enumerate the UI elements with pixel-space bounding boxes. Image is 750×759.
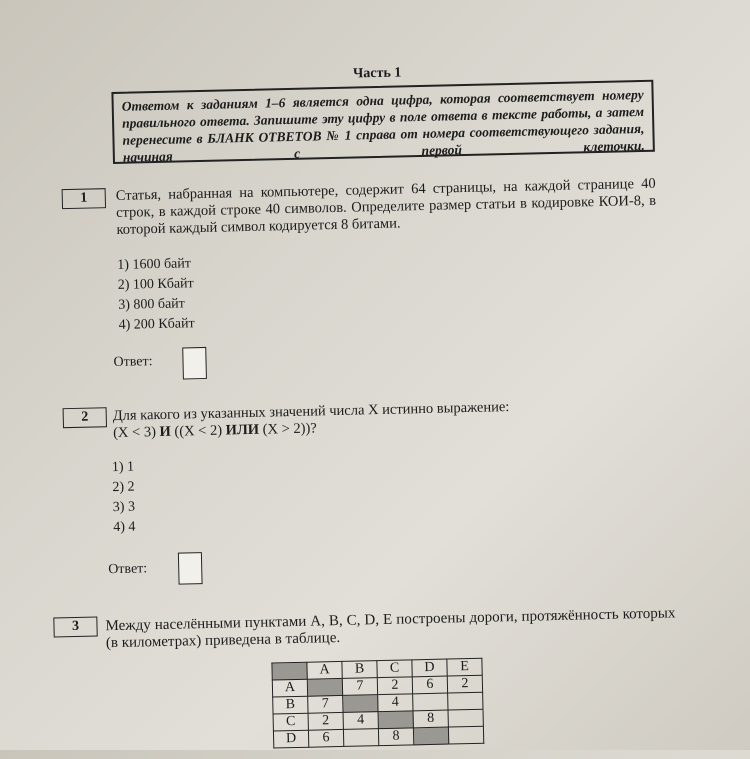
table-cell: 2 [447, 675, 482, 693]
table-corner-cell [272, 662, 307, 680]
table-row-label: C [273, 713, 308, 731]
table-cell: 7 [308, 695, 343, 713]
table-cell: 4 [343, 712, 378, 730]
table-cell [448, 692, 483, 710]
option: 3) 3 [112, 499, 136, 516]
table-header-cell: D [412, 659, 447, 677]
table-cell [413, 693, 448, 711]
table-cell [307, 678, 342, 696]
table-row-label: B [273, 696, 308, 714]
table-cell [448, 726, 483, 744]
table-header-cell: C [377, 660, 412, 678]
table-cell [378, 711, 413, 729]
table-cell: 2 [377, 677, 412, 695]
table-header-cell: E [447, 658, 482, 676]
option: 2) 100 Кбайт [117, 276, 194, 293]
table-cell: 6 [412, 676, 447, 694]
instructions-box: Ответом к заданиям 1–6 является одна цифра, которая соответствует номеру правильного ответа. Запишите эту цифру в поле ответа в тексте работы, а затем перенесите в БЛАНК ОТВЕТОВ № 1 справа от номера соответствующего задания, начиная с первой клеточки. [111, 80, 654, 164]
table-header-cell: B [342, 661, 377, 679]
part-title: Часть 1 [352, 65, 402, 82]
table-cell [413, 727, 448, 745]
table-cell [343, 695, 378, 713]
question-2-options [112, 458, 136, 538]
table-cell: 6 [308, 729, 343, 747]
option: 2) 2 [112, 479, 135, 496]
question-1-answer-label: Ответ: [113, 354, 153, 371]
question-3-number: 3 [53, 616, 97, 637]
question-1-answer-box[interactable] [182, 347, 207, 380]
table-cell: 8 [413, 710, 448, 728]
table-cell: 2 [308, 712, 343, 730]
option: 1) 1 [111, 459, 135, 476]
table-row-label: D [273, 730, 308, 748]
question-2-text [113, 395, 674, 442]
question-2-answer-box[interactable] [178, 552, 203, 585]
table-cell: 4 [378, 694, 413, 712]
option: 1) 1600 байт [117, 256, 192, 273]
table-header-cell: A [307, 661, 342, 679]
table-cell: 7 [342, 678, 377, 696]
question-2-number: 2 [63, 407, 107, 428]
question-1-options [117, 254, 195, 336]
table-row [273, 726, 483, 748]
distance-table [271, 658, 484, 749]
question-2-prompt: Для какого из указанных значений числа X истинно выражение: [112, 399, 510, 425]
option: 3) 800 байт [118, 296, 186, 313]
question-1-number: 1 [62, 188, 106, 209]
question-1-text: Статья, набранная на компьютере, содержит 64 страницы, на каждой странице 40 строк, в каждой строке 40 символов. Определите размер статьи в кодировке КОИ-8, в которой каждый символ кодируется 8 битами. [115, 175, 657, 238]
table-cell: 8 [378, 728, 413, 746]
question-2-answer-label: Ответ: [108, 561, 148, 578]
table-row-label: A [272, 679, 307, 697]
question-2-expression: (X < 3) И ((X < 2) ИЛИ (X > 2))? [112, 420, 317, 442]
table-cell [343, 729, 378, 747]
question-3-text: Между населёнными пунктами A, B, C, D, E построены дороги, протяжённость которых (в километрах) приведена в таблице. [105, 605, 676, 652]
option: 4) 200 Кбайт [118, 316, 195, 333]
option: 4) 4 [113, 519, 136, 536]
table-cell [448, 709, 483, 727]
